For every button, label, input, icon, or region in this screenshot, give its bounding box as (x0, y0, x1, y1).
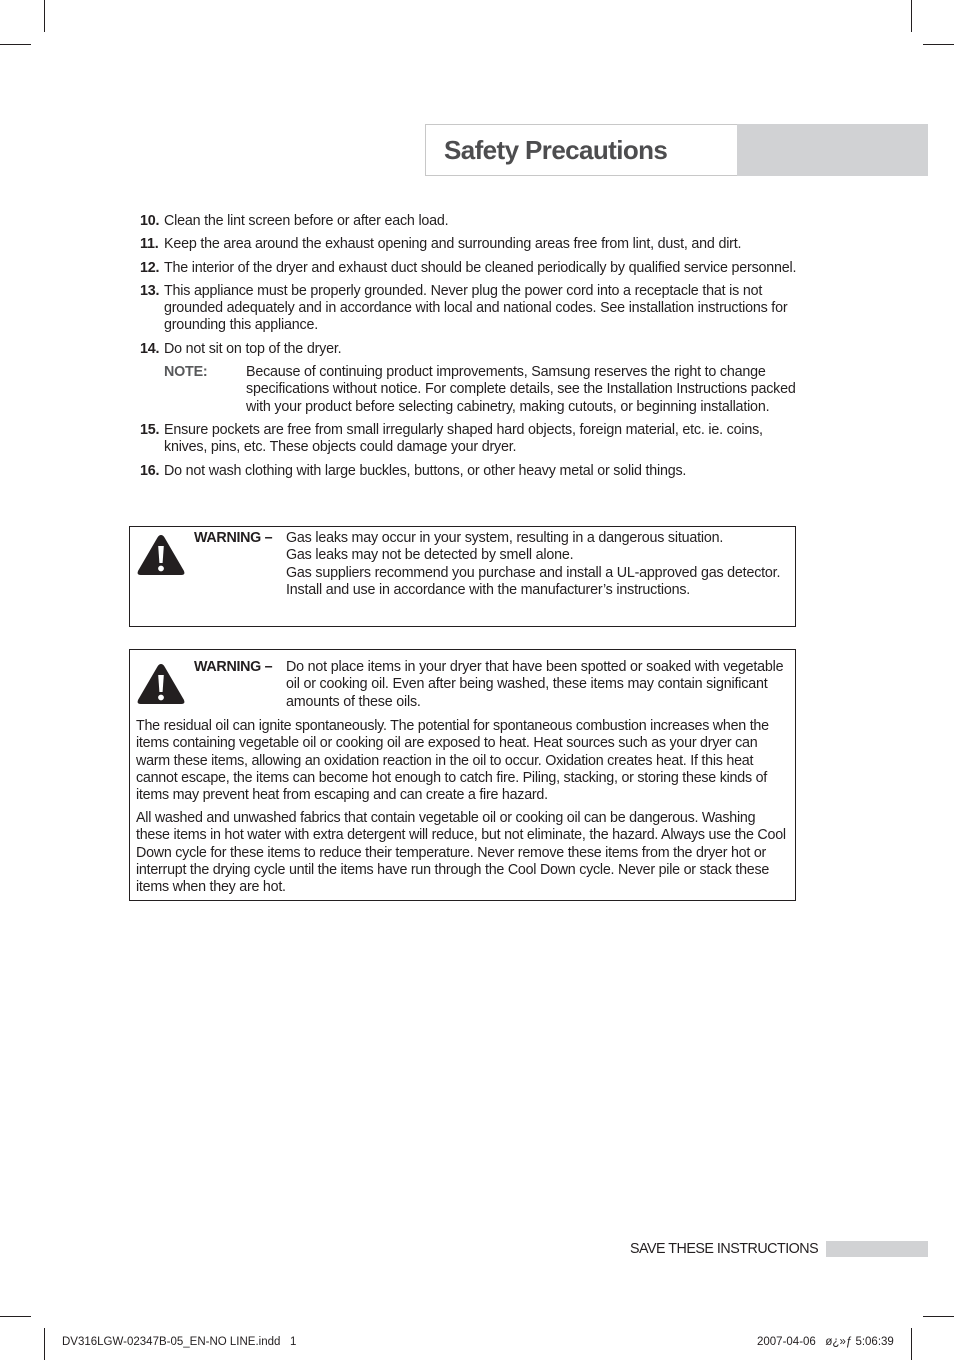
item-text: Clean the lint screen before or after each load. (164, 213, 449, 229)
crop-mark (923, 1316, 954, 1317)
list-item (140, 283, 800, 335)
list-item (140, 341, 800, 358)
crop-mark (911, 0, 912, 32)
item-text: Do not wash clothing with large buckles, buttons, or other heavy metal or solid things. (164, 462, 687, 479)
item-number: 11. (140, 236, 159, 253)
save-instructions-text: SAVE THESE INSTRUCTIONS (630, 1241, 819, 1257)
item-text: The interior of the dryer and exhaust duct should be cleaned periodically by qualified service personnel. (164, 259, 797, 276)
note-text: Because of continuing product improvements, Samsung reserves the right to change specifications without notice. For complete details, see the Installation Instructions packed with your product before selecting cabinetry, making cutouts, or beginning installation. (246, 364, 796, 415)
footer-gray-bar (826, 1241, 928, 1257)
item-number: 16. (140, 462, 160, 479)
page-title: Safety Precautions (444, 135, 668, 165)
crop-mark (44, 0, 45, 32)
print-slug-date: 2007-04-06 ø¿»ƒ 5:06:39 (757, 1336, 894, 1348)
note-label: NOTE: (164, 364, 208, 381)
list-item (140, 463, 800, 480)
item-text: Do not sit on top of the dryer. (164, 340, 342, 357)
crop-mark (0, 44, 31, 45)
item-number: 13. (140, 282, 160, 299)
header-gray-bar (737, 124, 928, 176)
crop-mark (923, 44, 954, 45)
warning-label: WARNING – (194, 530, 273, 546)
warning-triangle-icon (136, 533, 186, 577)
print-slug-filename: DV316LGW-02347B-05_EN-NO LINE.indd 1 (62, 1336, 297, 1348)
warning-line: Gas leaks may not be detected by smell alone. (286, 547, 574, 564)
item-number: 12. (140, 259, 160, 276)
list-item (140, 260, 800, 277)
item-text: Ensure pockets are free from small irregularly shaped hard objects, foreign material, etc. ie. coins, knives, pins, etc. These objects could damage your dryer. (164, 421, 763, 456)
item-number: 15. (140, 421, 160, 438)
item-text: This appliance must be properly grounded. Never plug the power cord into a receptacle that is not grounded adequately and in accordance with local and national codes. See installation instructions for grounding this appliance. (164, 282, 788, 334)
warning-text: Do not place items in your dryer that have been spotted or soaked with vegetable oil or cooking oil. Even after being washed, these items may contain significant amounts of these oils. (286, 659, 784, 710)
warning-paragraph: The residual oil can ignite spontaneously. The potential for spontaneous combustion increases when the items containing vegetable oil or cooking oil are exposed to heat. Heat sources such as your dryer can warm these items, allowing an oxidation reaction in the oil to occur. Oxidation creates heat. If this heat cannot escape, the items can become hot enough to catch fire. Piling, stacking, or storing these kinds of items may prevent heat from escaping and can create a fire hazard. (136, 718, 769, 804)
warning-paragraph: All washed and unwashed fabrics that contain vegetable oil or cooking oil can be dangerous. Washing these items in hot water with extra detergent will reduce, but not eliminate, the hazard. Always use the Cool Down cycle for these items to reduce their temperature. Never remove these items from the dryer hot or interrupt the drying cycle until the items have run through the Cool Down cycle. Never pile or stack these items when they are hot. (136, 810, 786, 896)
list-item (140, 236, 800, 253)
oil-fire-warning-box (129, 649, 796, 901)
item-text: Keep the area around the exhaust opening and surrounding areas free from lint, dust, and dirt. (164, 236, 742, 253)
gas-leak-warning-box (129, 526, 796, 627)
item-number: 14. (140, 340, 160, 357)
note (164, 364, 800, 416)
crop-mark (0, 1316, 31, 1317)
list-item (140, 422, 800, 457)
warning-label: WARNING – (194, 659, 273, 675)
warning-line: Gas leaks may occur in your system, resulting in a dangerous situation. (286, 530, 724, 546)
crop-mark (44, 1328, 45, 1360)
warning-triangle-icon (136, 662, 186, 706)
crop-mark (911, 1328, 912, 1360)
warning-text (286, 530, 787, 599)
item-number: 10. (140, 213, 160, 229)
precautions-list (140, 213, 800, 486)
warning-line: Gas suppliers recommend you purchase and install a UL-approved gas detector. (286, 564, 781, 581)
list-item (140, 213, 800, 230)
section-header (425, 124, 738, 176)
warning-line: Install and use in accordance with the manufacturer’s instructions. (286, 581, 691, 598)
